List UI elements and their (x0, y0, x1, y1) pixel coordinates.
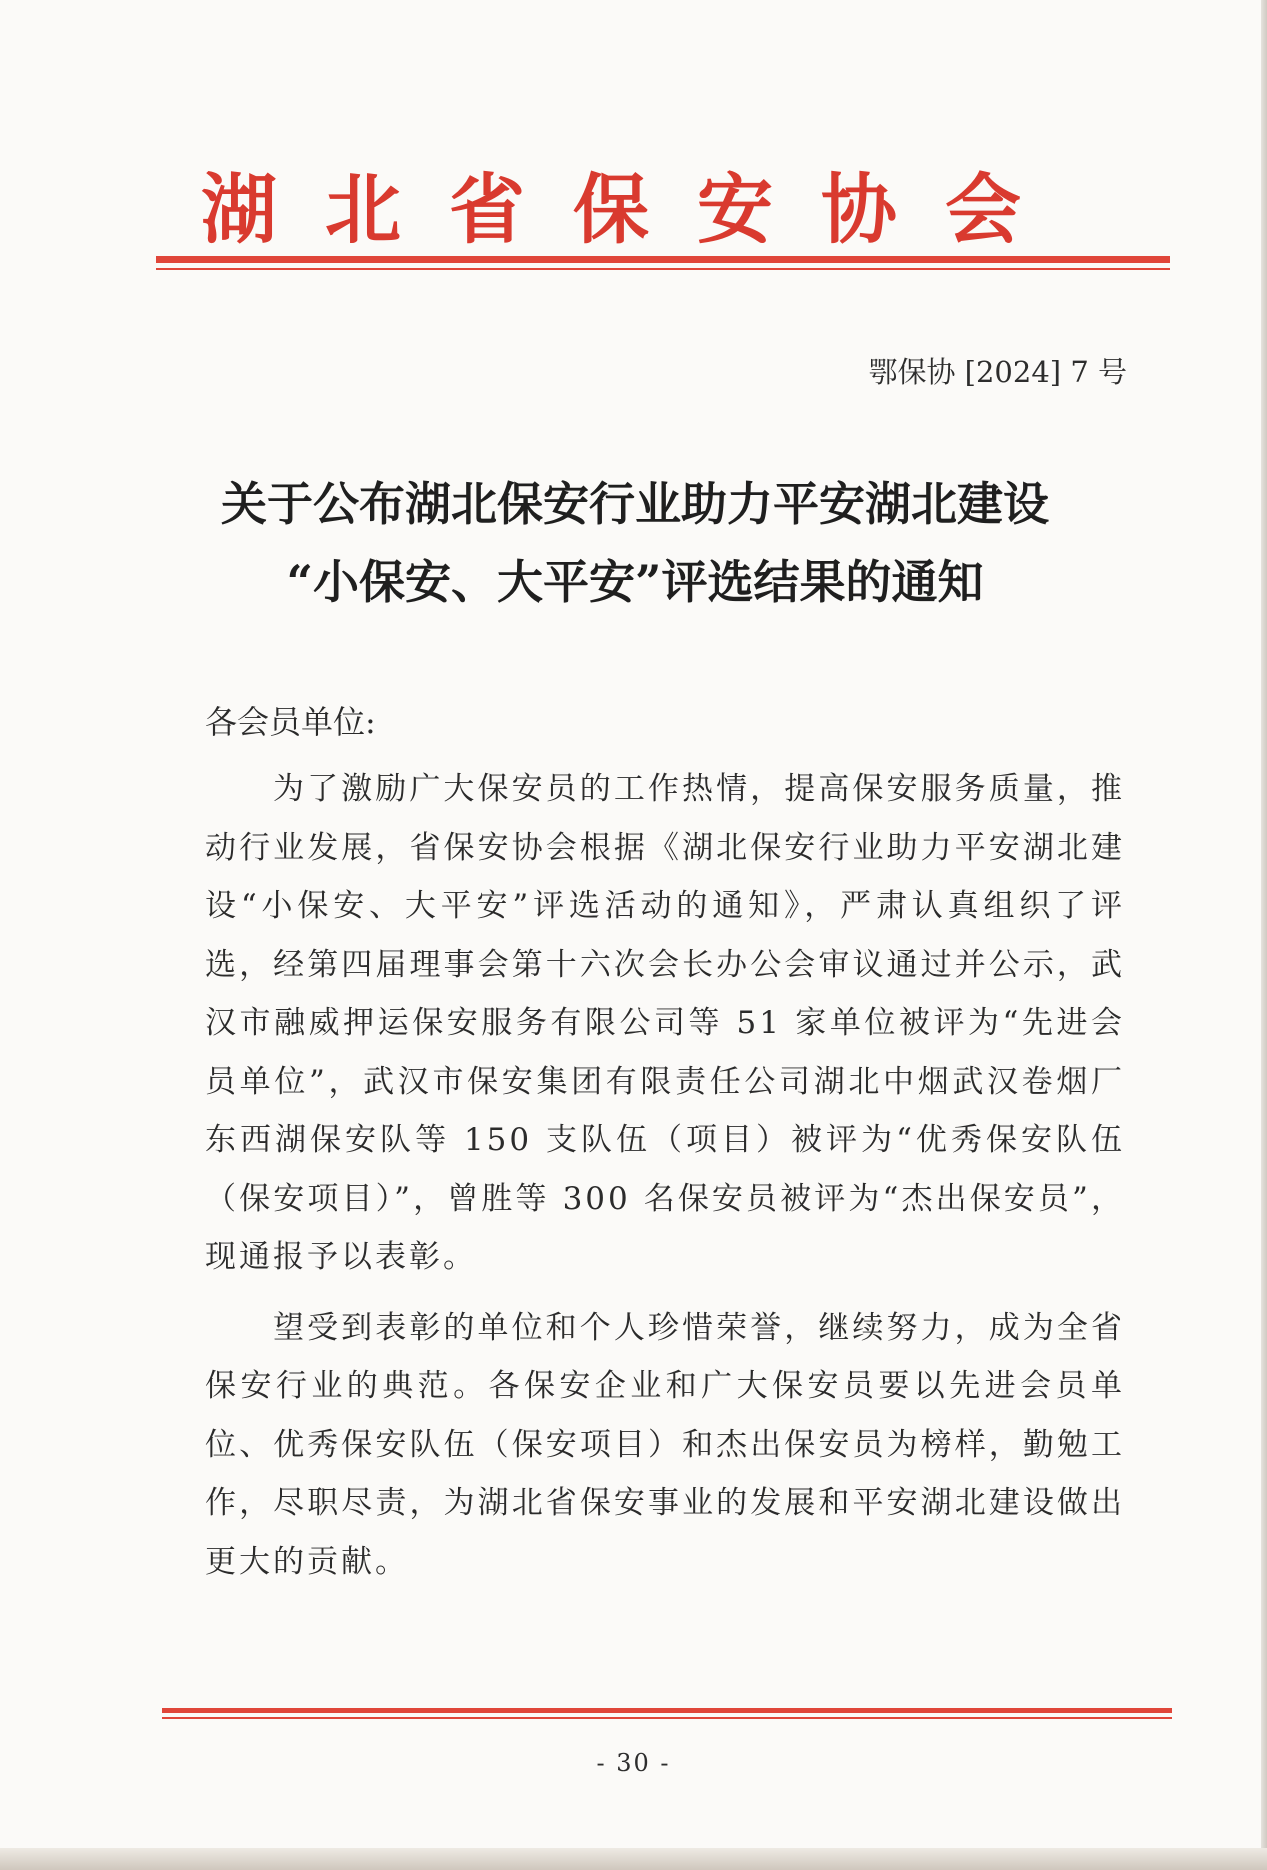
organization-header: 湖北省保安协会 (201, 165, 1069, 254)
notice-body (205, 760, 1125, 1603)
footer-red-rule-thin (162, 1717, 1172, 1719)
header-red-rule-thick (156, 256, 1170, 263)
salutation: 各会员单位: (205, 703, 376, 741)
header-red-rule-thin (156, 268, 1170, 270)
page-edge-shadow (1261, 0, 1267, 1870)
document-number: 鄂保协 [2024] 7 号 (868, 355, 1127, 389)
notice-title-line-2: “小保安、大平安”评选结果的通知 (286, 555, 984, 609)
body-paragraph-1: 为了激励广大保安员的工作热情，提高保安服务质量，推动行业发展，省保安协会根据《湖北保安行业助力平安湖北建设“小保安、大平安”评选活动的通知》，严肃认真组织了评选，经第四届理事会第十六次会长办公会审议通过并公示，武汉市融威押运保安服务有限公司等 51 家单位被评为“先进会员单位”，武汉市保安集团有限责任公司湖北中烟武汉卷烟厂东西湖保安队等 150 支队伍（项目）被评为“优秀保安队伍（保安项目）”，曾胜等 300 名保安员被评为“杰出保安员”，现通报予以表彰。 (205, 771, 1125, 1275)
notice-title-line-1: 关于公布湖北保安行业助力平安湖北建设 (221, 477, 1049, 531)
page-bottom-shadow (0, 1848, 1267, 1870)
notice-title (150, 465, 1120, 621)
page-number: - 30 - (596, 1749, 671, 1777)
footer-red-rule-thick (162, 1708, 1172, 1713)
body-paragraph-2: 望受到表彰的单位和个人珍惜荣誉，继续努力，成为全省保安行业的典范。各保安企业和广大保安员要以先进会员单位、优秀保安队伍（保安项目）和杰出保安员为榜样，勤勉工作，尽职尽责，为湖北省保安事业的发展和平安湖北建设做出更大的贡献。 (205, 1309, 1125, 1580)
